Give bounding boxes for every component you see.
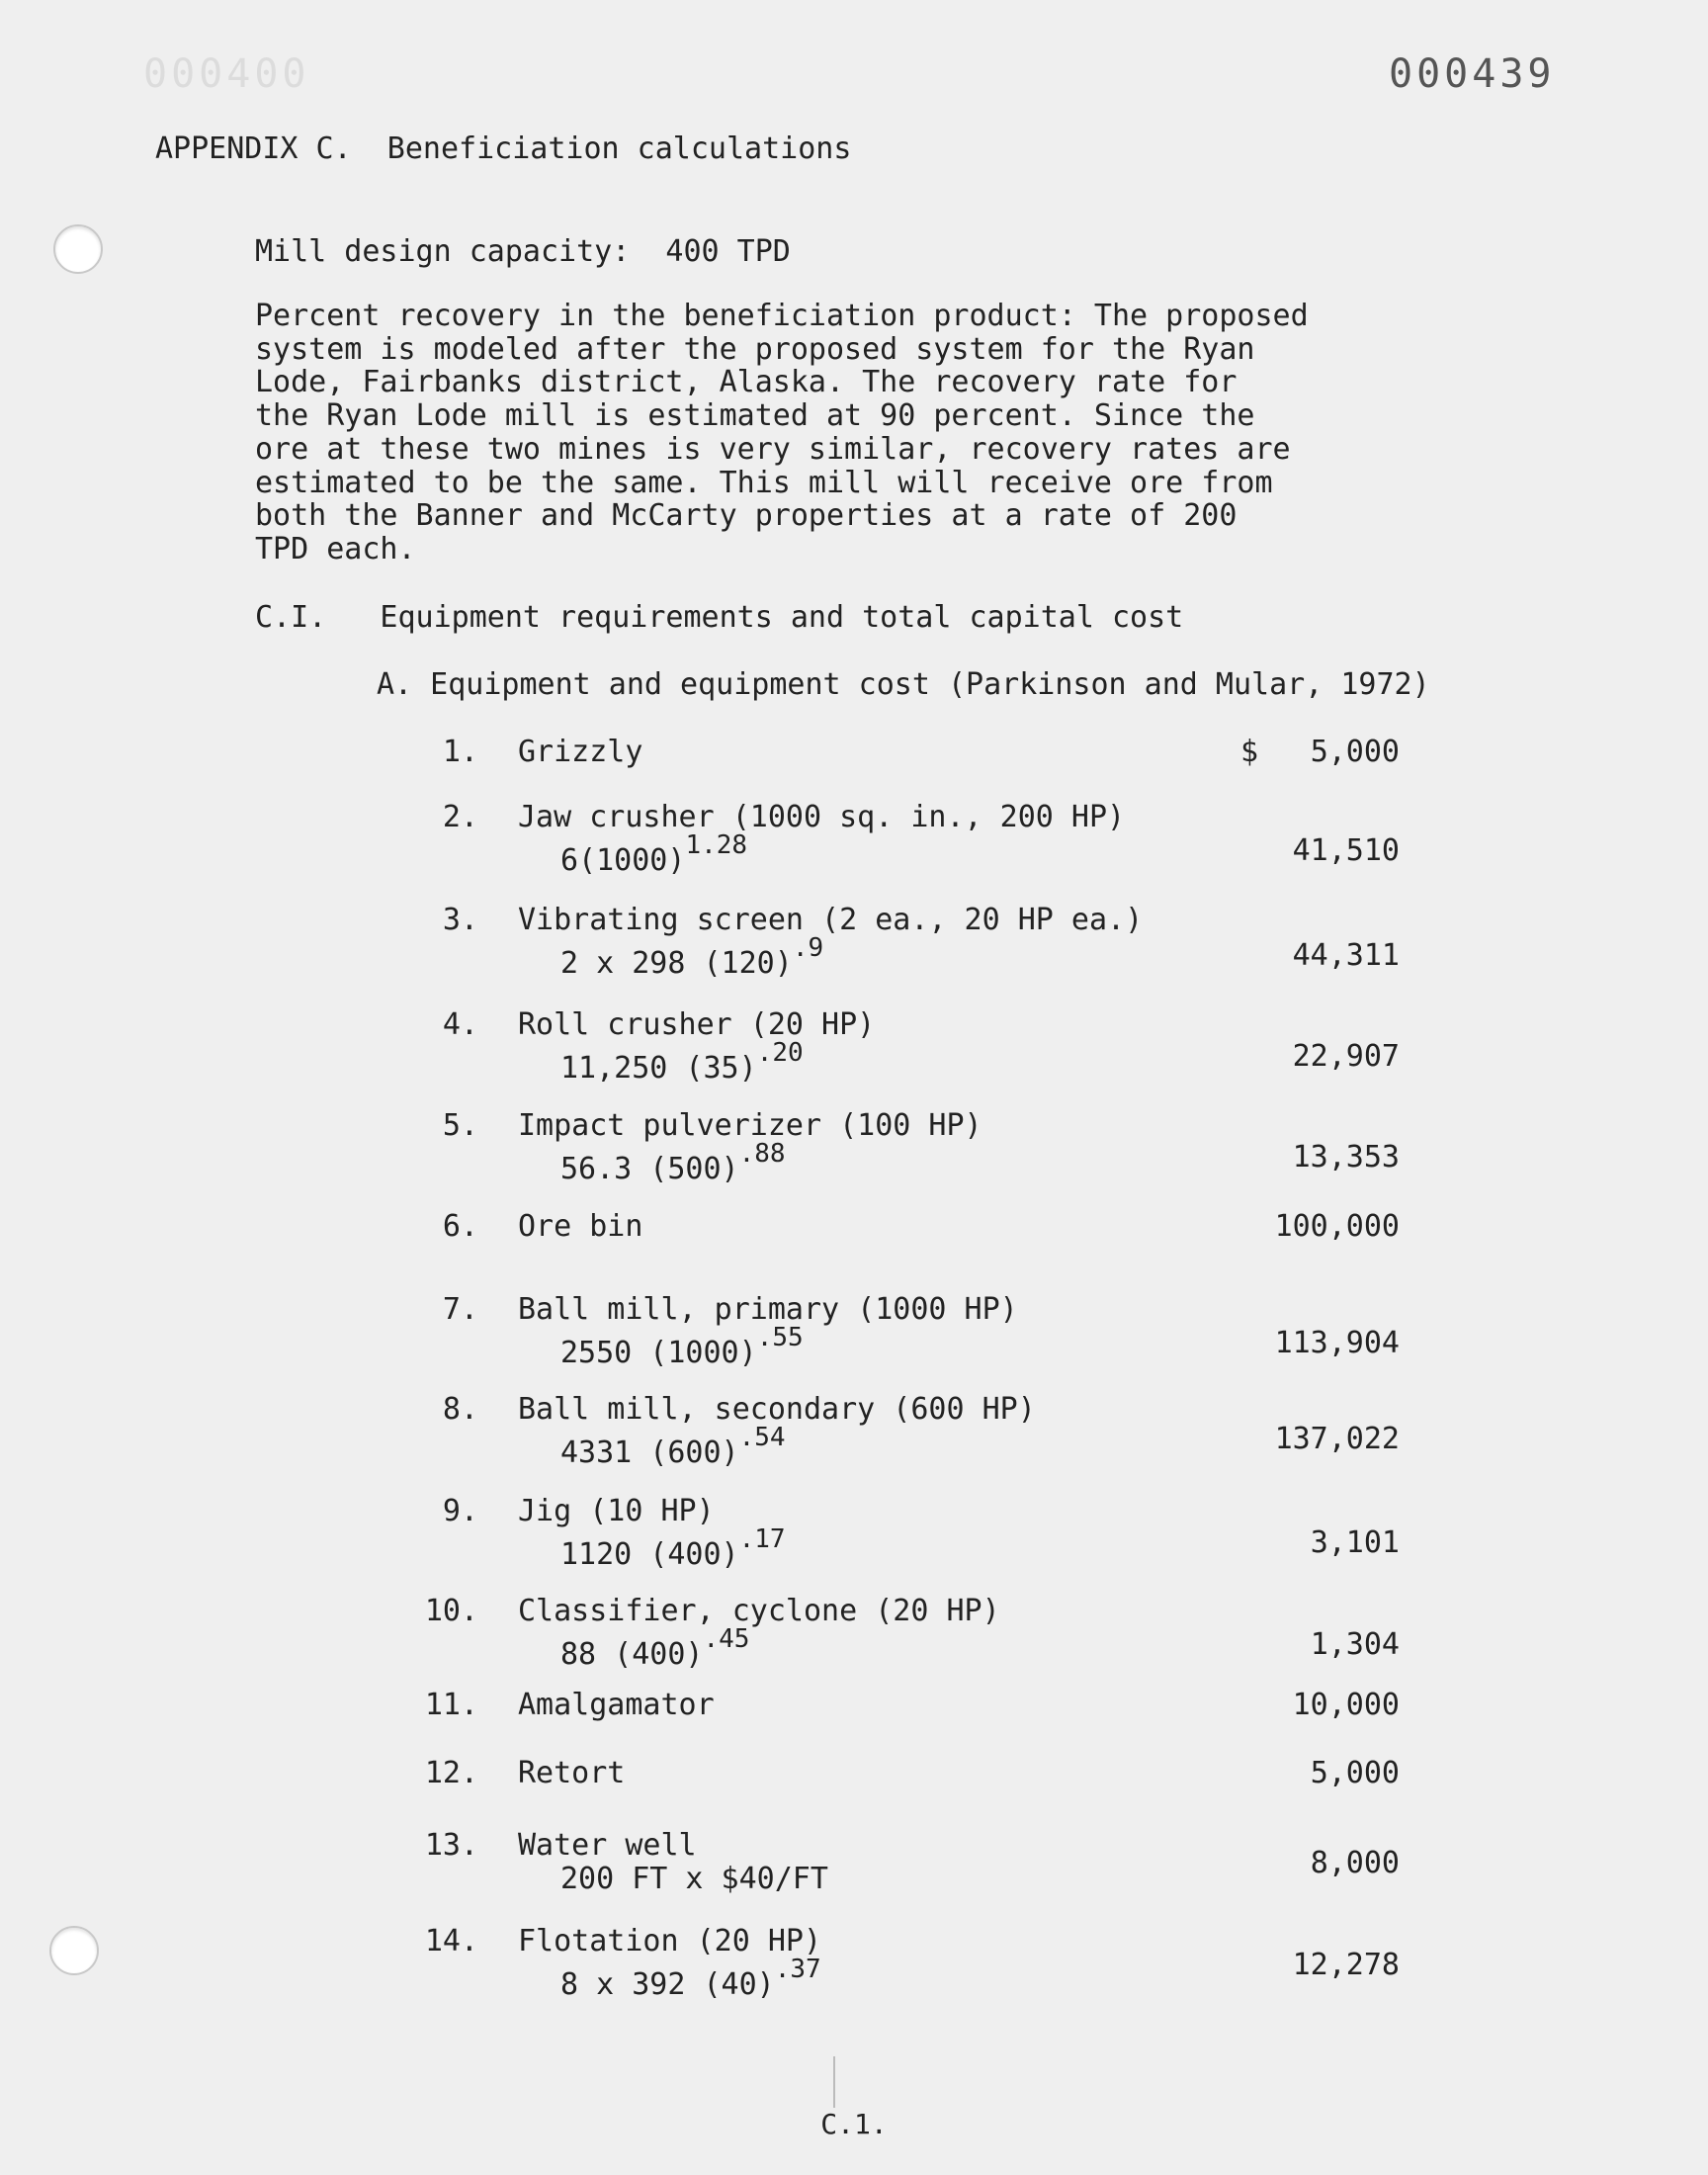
item-number: 11. [424,1688,478,1722]
item-cost: 22,907 [1292,1039,1400,1074]
margin-mark [833,2056,835,2108]
dollar-sign: $ [1240,735,1259,769]
item-number: 1. [442,735,478,769]
formula-base: 4331 (600) [560,1436,739,1470]
formula-base: 2 x 298 (120) [560,946,793,981]
item-name: Ball mill, primary (1000 HP) [518,1292,1018,1327]
item-cost: 1,304 [1310,1627,1400,1662]
item-cost: 41,510 [1292,833,1400,868]
item-formula [560,1423,786,1470]
item-name: Amalgamator [518,1688,715,1722]
item-formula [560,1955,821,2002]
page-footer: C.1. [820,2108,888,2140]
formula-exponent: .20 [756,1038,804,1068]
formula-exponent: .17 [738,1524,786,1554]
item-number: 14. [424,1924,478,1958]
item-number: 8. [442,1392,478,1427]
item-cost: 12,278 [1292,1948,1400,1982]
formula-exponent: .88 [738,1139,786,1169]
formula-base: 8 x 392 (40) [560,1967,775,2002]
item-name: Flotation (20 HP) [518,1924,822,1958]
item-formula [560,1524,786,1572]
section-a-heading: A. Equipment and equipment cost (Parkinson and Mular, 1972) [377,667,1430,702]
appendix-heading: APPENDIX C. Beneficiation calculations [155,131,852,166]
item-cost: 100,000 [1274,1209,1400,1244]
item-name: Vibrating screen (2 ea., 20 HP ea.) [518,903,1144,937]
item-formula [560,1038,804,1086]
item-name: Retort [518,1756,626,1790]
item-formula [560,1323,804,1370]
item-name: Grizzly [518,735,643,769]
formula-base: 56.3 (500) [560,1152,739,1186]
item-name: Impact pulverizer (100 HP) [518,1108,982,1143]
item-formula [560,933,824,981]
item-number: 3. [442,903,478,937]
item-number: 10. [424,1594,478,1628]
formula-base: 2550 (1000) [560,1336,757,1370]
section-ci-heading: C.I. Equipment requirements and total capital cost [255,600,1184,635]
formula-exponent: 1.28 [685,830,748,860]
item-name: Roll crusher (20 HP) [518,1007,876,1042]
item-number: 5. [442,1108,478,1143]
formula-exponent: .55 [756,1323,804,1352]
item-name: Classifier, cyclone (20 HP) [518,1594,1000,1628]
recovery-paragraph: Percent recovery in the beneficiation product: The proposed system is modeled after the proposed system for the Ryan Lode, Fairbanks district, Alaska. The recovery rate for the Ryan Lode mill is estimated at 90 percent. Since the ore at these two mines is very similar, recovery rates are estimated to be the same. This mill will receive ore from both the Banner and McCarty properties at a rate of 200 TPD each. [255,299,1309,566]
item-name: Water well [518,1828,697,1863]
item-number: 2. [442,800,478,834]
item-cost: 137,022 [1274,1422,1400,1456]
item-cost: 3,101 [1310,1525,1400,1560]
item-number: 12. [424,1756,478,1790]
page-number-stamp: 000439 [1389,51,1556,97]
item-cost: 5,000 [1310,1756,1400,1790]
formula-exponent: .9 [792,933,824,963]
formula-base: 1120 (400) [560,1537,739,1572]
item-name: Ore bin [518,1209,643,1244]
item-number: 7. [442,1292,478,1327]
item-cost: 8,000 [1310,1846,1400,1880]
item-number: 6. [442,1209,478,1244]
punch-hole-top [53,224,103,274]
item-formula [560,1624,750,1672]
formula-base: 200 FT x $40/FT [560,1862,828,1896]
item-cost: 44,311 [1292,938,1400,973]
item-number: 4. [442,1007,478,1042]
item-name: Ball mill, secondary (600 HP) [518,1392,1036,1427]
formula-base: 11,250 (35) [560,1051,757,1086]
capacity-line: Mill design capacity: 400 TPD [255,234,791,269]
item-formula [560,830,748,878]
item-cost: 113,904 [1274,1326,1400,1360]
faint-page-stamp: 000400 [143,51,310,97]
item-cost: 13,353 [1292,1140,1400,1174]
item-cost: 5,000 [1310,735,1400,769]
formula-exponent: .45 [703,1624,750,1654]
item-cost: 10,000 [1292,1688,1400,1722]
item-name: Jig (10 HP) [518,1494,715,1528]
punch-hole-bottom [49,1926,99,1975]
formula-base: 88 (400) [560,1637,704,1672]
formula-exponent: .54 [738,1423,786,1452]
item-name: Jaw crusher (1000 sq. in., 200 HP) [518,800,1126,834]
formula-exponent: .37 [774,1955,821,1984]
item-number: 13. [424,1828,478,1863]
item-formula [560,1139,786,1186]
item-formula [560,1863,828,1896]
item-number: 9. [442,1494,478,1528]
formula-base: 6(1000) [560,843,686,878]
